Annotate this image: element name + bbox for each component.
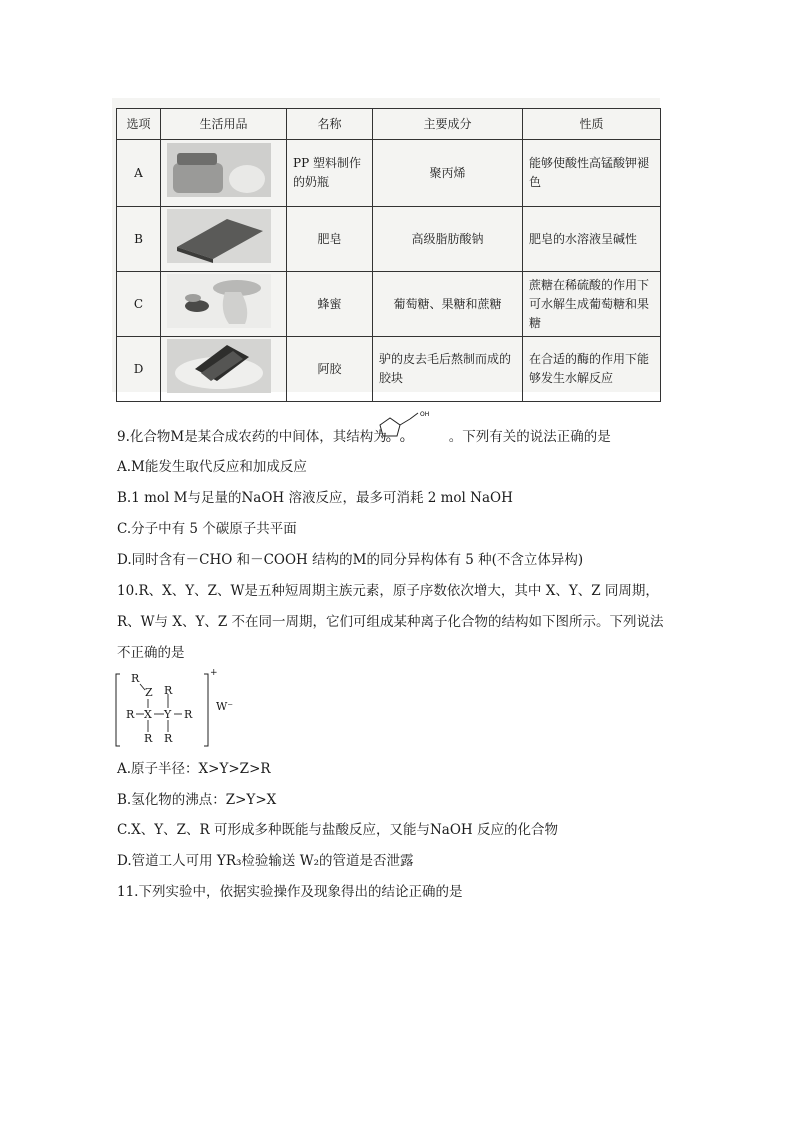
name-cell: PP 塑料制作的奶瓶 xyxy=(287,140,373,207)
image-cell xyxy=(161,272,287,337)
q10-stem: 10.R、X、Y、Z、W是五种短周期主族元素，原子序数依次增大，其中 X、Y、Z 同周期，R、W与 X、Y、Z 不在同一周期，它们可组成某种离子化合物的结构如下图所示。下列说法不正确的是 xyxy=(117,583,664,661)
atom-r-x-bottom: R xyxy=(144,732,153,745)
image-cell xyxy=(161,207,287,272)
q10-option-c: C.X、Y、Z、R 可形成多种既能与盐酸反应，又能与NaOH 反应的化合物 xyxy=(117,822,558,838)
atom-z: Z xyxy=(145,686,153,699)
atom-r-right: R xyxy=(184,708,193,721)
property-cell: 在合适的酶的作用下能够发生水解反应 xyxy=(523,337,661,402)
header-component: 主要成分 xyxy=(373,109,523,140)
header-item: 生活用品 xyxy=(161,109,287,140)
q9-option-d: D.同时含有－CHO 和－COOH 结构的M的同分异构体有 5 种(不含立体异构) xyxy=(117,552,584,568)
option-cell: A xyxy=(117,140,161,207)
option-cell: D xyxy=(117,337,161,402)
atom-y: Y xyxy=(164,708,172,721)
name-cell: 蜂蜜 xyxy=(287,272,373,337)
component-cell: 高级脂肪酸钠 xyxy=(373,207,523,272)
image-cell xyxy=(161,140,287,207)
property-cell: 能够使酸性高锰酸钾褪色 xyxy=(523,140,661,207)
q9-stem-after: 。下列有关的说法正确的是 xyxy=(448,429,611,445)
donkey-hide-gelatin-photo xyxy=(167,339,271,393)
name-cell: 阿胶 xyxy=(287,337,373,402)
honey-bee-photo xyxy=(167,274,271,328)
q9-stem xyxy=(117,427,611,447)
cation-charge: + xyxy=(210,668,218,678)
table-row xyxy=(117,207,661,272)
q10-option-b: B.氢化物的沸点：Z>Y>X xyxy=(117,792,277,808)
atom-r-y-top: R xyxy=(164,684,173,697)
q10-option-a: A.原子半径：X>Y>Z>R xyxy=(117,761,271,777)
q9-option-b: B.1 mol M与足量的NaOH 溶液反应，最多可消耗 2 mol NaOH xyxy=(117,490,513,506)
option-cell: B xyxy=(117,207,161,272)
soap-photo xyxy=(167,209,271,263)
anion-w: W⁻ xyxy=(216,700,234,713)
header-name: 名称 xyxy=(287,109,373,140)
q9-option-a: A.M能发生取代反应和加成反应 xyxy=(117,459,307,475)
name-cell: 肥皂 xyxy=(287,207,373,272)
table-row xyxy=(117,337,661,402)
q11-stem: 11.下列实验中，依据实验操作及现象得出的结论正确的是 xyxy=(117,884,463,900)
q9-stem-before: 9.化合物M是某合成农药的中间体，其结构为 xyxy=(117,429,387,445)
component-cell: 聚丙烯 xyxy=(373,140,523,207)
header-option: 选项 xyxy=(117,109,161,140)
atom-r-y-bottom: R xyxy=(164,732,173,745)
compound-m-structure xyxy=(370,409,432,443)
struct-label-oh: OH xyxy=(420,411,430,418)
header-property: 性质 xyxy=(523,109,661,140)
property-cell: 蔗糖在稀硫酸的作用下可水解生成葡萄糖和果糖 xyxy=(523,272,661,337)
image-cell xyxy=(161,337,287,402)
property-cell: 肥皂的水溶液呈碱性 xyxy=(523,207,661,272)
component-cell: 葡萄糖、果糖和蔗糖 xyxy=(373,272,523,337)
atom-r-left: R xyxy=(126,708,135,721)
atom-x: X xyxy=(144,708,152,721)
option-cell: C xyxy=(117,272,161,337)
table-header-row xyxy=(117,109,661,140)
household-items-table xyxy=(116,108,661,402)
struct-label-o2: O xyxy=(400,437,405,443)
table-row xyxy=(117,140,661,207)
table-row xyxy=(117,272,661,337)
ionic-compound-structure xyxy=(112,670,262,752)
component-cell: 驴的皮去毛后熬制而成的胶块 xyxy=(373,337,523,402)
atom-r-top: R xyxy=(131,672,140,685)
baby-bottle-photo xyxy=(167,143,271,197)
q9-option-c: C.分子中有 5 个碳原子共平面 xyxy=(117,521,297,537)
struct-label-o1: O xyxy=(386,437,391,443)
q10-option-d: D.管道工人可用 YR₃检验输送 W₂的管道是否泄露 xyxy=(117,853,414,869)
